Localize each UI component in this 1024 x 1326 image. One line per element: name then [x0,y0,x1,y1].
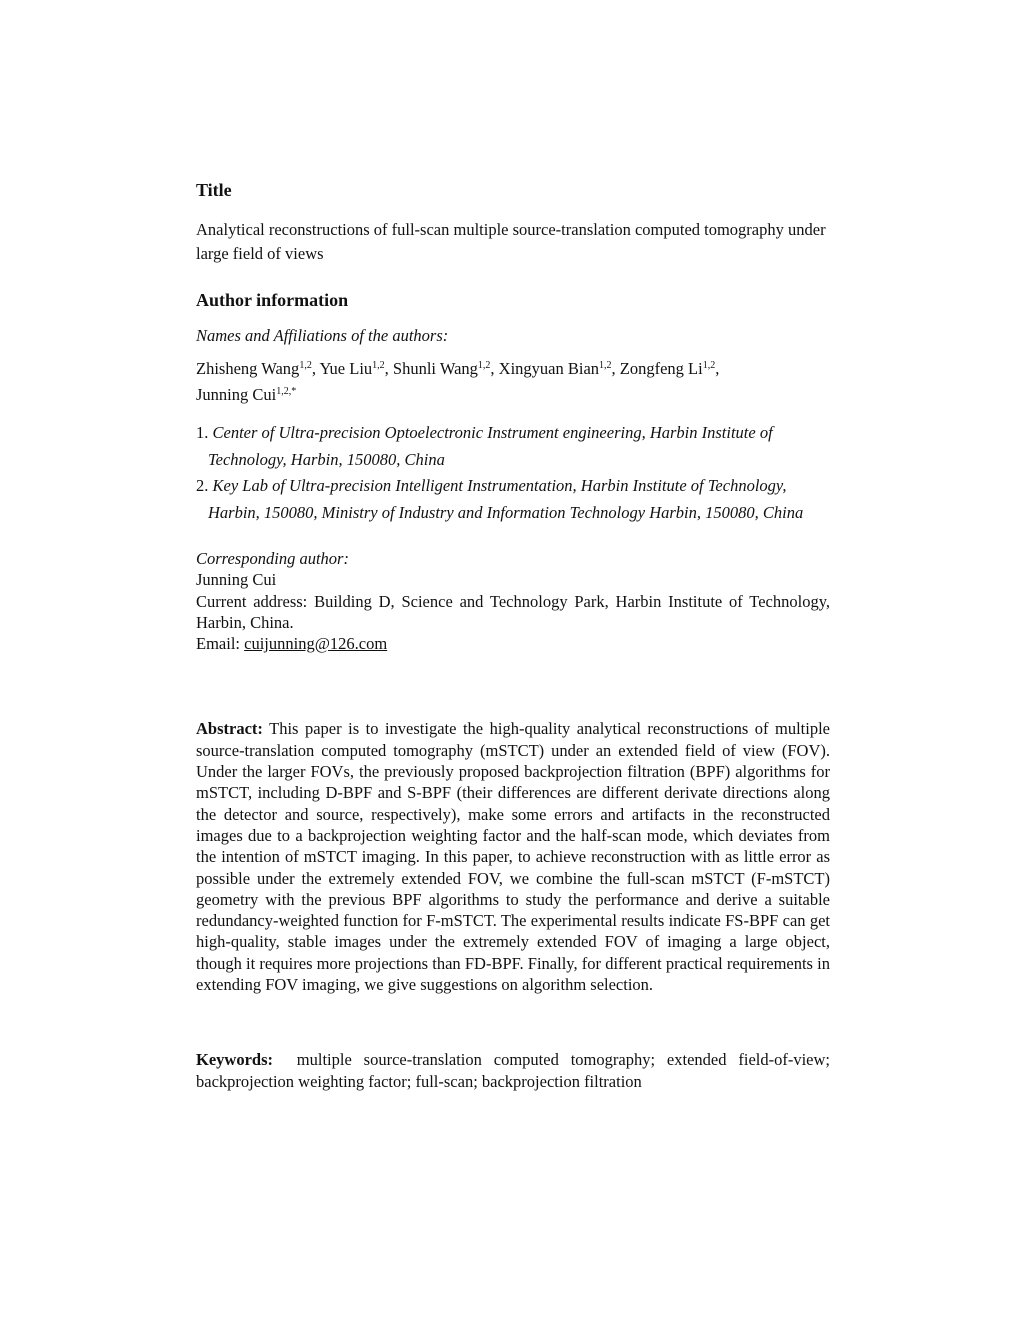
abstract-paragraph [196,718,830,995]
paper-title-text: Analytical reconstructions of full-scan multiple source-translation computed tomography under large field of views [196,220,826,263]
author-name: Xingyuan Bian [498,359,600,378]
corresponding-email-line [196,633,830,654]
affiliation-number: 2. [196,476,209,495]
keywords-paragraph [196,1049,830,1092]
paper-page [196,178,830,1092]
corresponding-author-block [196,548,830,654]
affiliation-list [196,420,830,526]
keywords-label: Keywords: [196,1050,273,1070]
affiliation-number: 1. [196,423,209,442]
author-name: Zongfeng Li [619,359,703,378]
email-link[interactable]: cuijunning@126.com [244,634,388,654]
author-sup: 1,2 [372,360,385,371]
author-sep: , [311,359,320,378]
corresponding-address: Current address: Building D, Science and Technology Park, Harbin Institute of Technology, Harbin, China. [196,591,830,632]
author-name: Yue Liu [319,359,373,378]
affiliation-item [196,473,830,526]
author-sep: , [715,359,720,378]
names-affiliations-label: Names and Affiliations of the authors: [196,326,449,345]
abstract-label: Abstract: [196,719,263,739]
author-sep: , [611,359,620,378]
author-name: Shunli Wang [392,359,478,378]
keywords-text: multiple source-translation computed tomography; extended field-of-view; backprojection weighting factor; full-scan; backprojection filtration [196,1050,830,1091]
author-info-heading: Author information [196,290,349,310]
author-name: Junning Cui [196,385,277,404]
author-sep: , [490,359,499,378]
title-heading: Title [196,180,232,200]
author-sep: , [384,359,393,378]
abstract-text: This paper is to investigate the high-quality analytical reconstructions of multiple source-translation computed tomography (mSTCT) under an extended field of view (FOV). Under the larger FOVs, the previously proposed backprojection filtration (BPF) algorithms for mSTCT, including D-BPF and S-BPF (their differences are different derivate directions along the detector and source, respectively), make some errors and artifacts in the reconstructed images due to a backprojection weighting factor and the half-scan mode, which deviates from the intention of mSTCT imaging. In this paper, to achieve reconstruction with as little error as possible under the extremely extended FOV, we combine the full-scan mSTCT (F-mSTCT) geometry with the previous BPF algorithms to study the performance and derive a suitable redundancy-weighted function for F-mSTCT. The experimental results indicate FS-BPF can get high-quality, stable images under the extremely extended FOV of imaging a large object, though it requires more projections than FD-BPF. Finally, for different practical requirements in extending FOV imaging, we give suggestions on algorithm selection. [196,719,830,995]
author-list [196,356,830,408]
corresponding-name: Junning Cui [196,570,277,590]
author-sup: 1,2,* [276,386,297,397]
affiliation-item [196,420,830,473]
corresponding-label: Corresponding author: [196,549,349,568]
author-sup: 1,2 [299,360,312,371]
author-name: Zhisheng Wang [196,359,300,378]
affiliation-text: Center of Ultra-precision Optoelectronic Instrument engineering, Harbin Institute of Technology, Harbin, 150080, China [208,423,773,469]
author-sup: 1,2 [702,360,716,371]
email-label: Email: [196,634,245,654]
author-sup: 1,2 [477,360,491,371]
affiliation-text: Key Lab of Ultra-precision Intelligent Instrumentation, Harbin Institute of Technology, Harbin, 150080, Ministry of Industry and Information Technology Harbin, 150080, China [208,476,804,522]
author-sup: 1,2 [599,360,612,371]
